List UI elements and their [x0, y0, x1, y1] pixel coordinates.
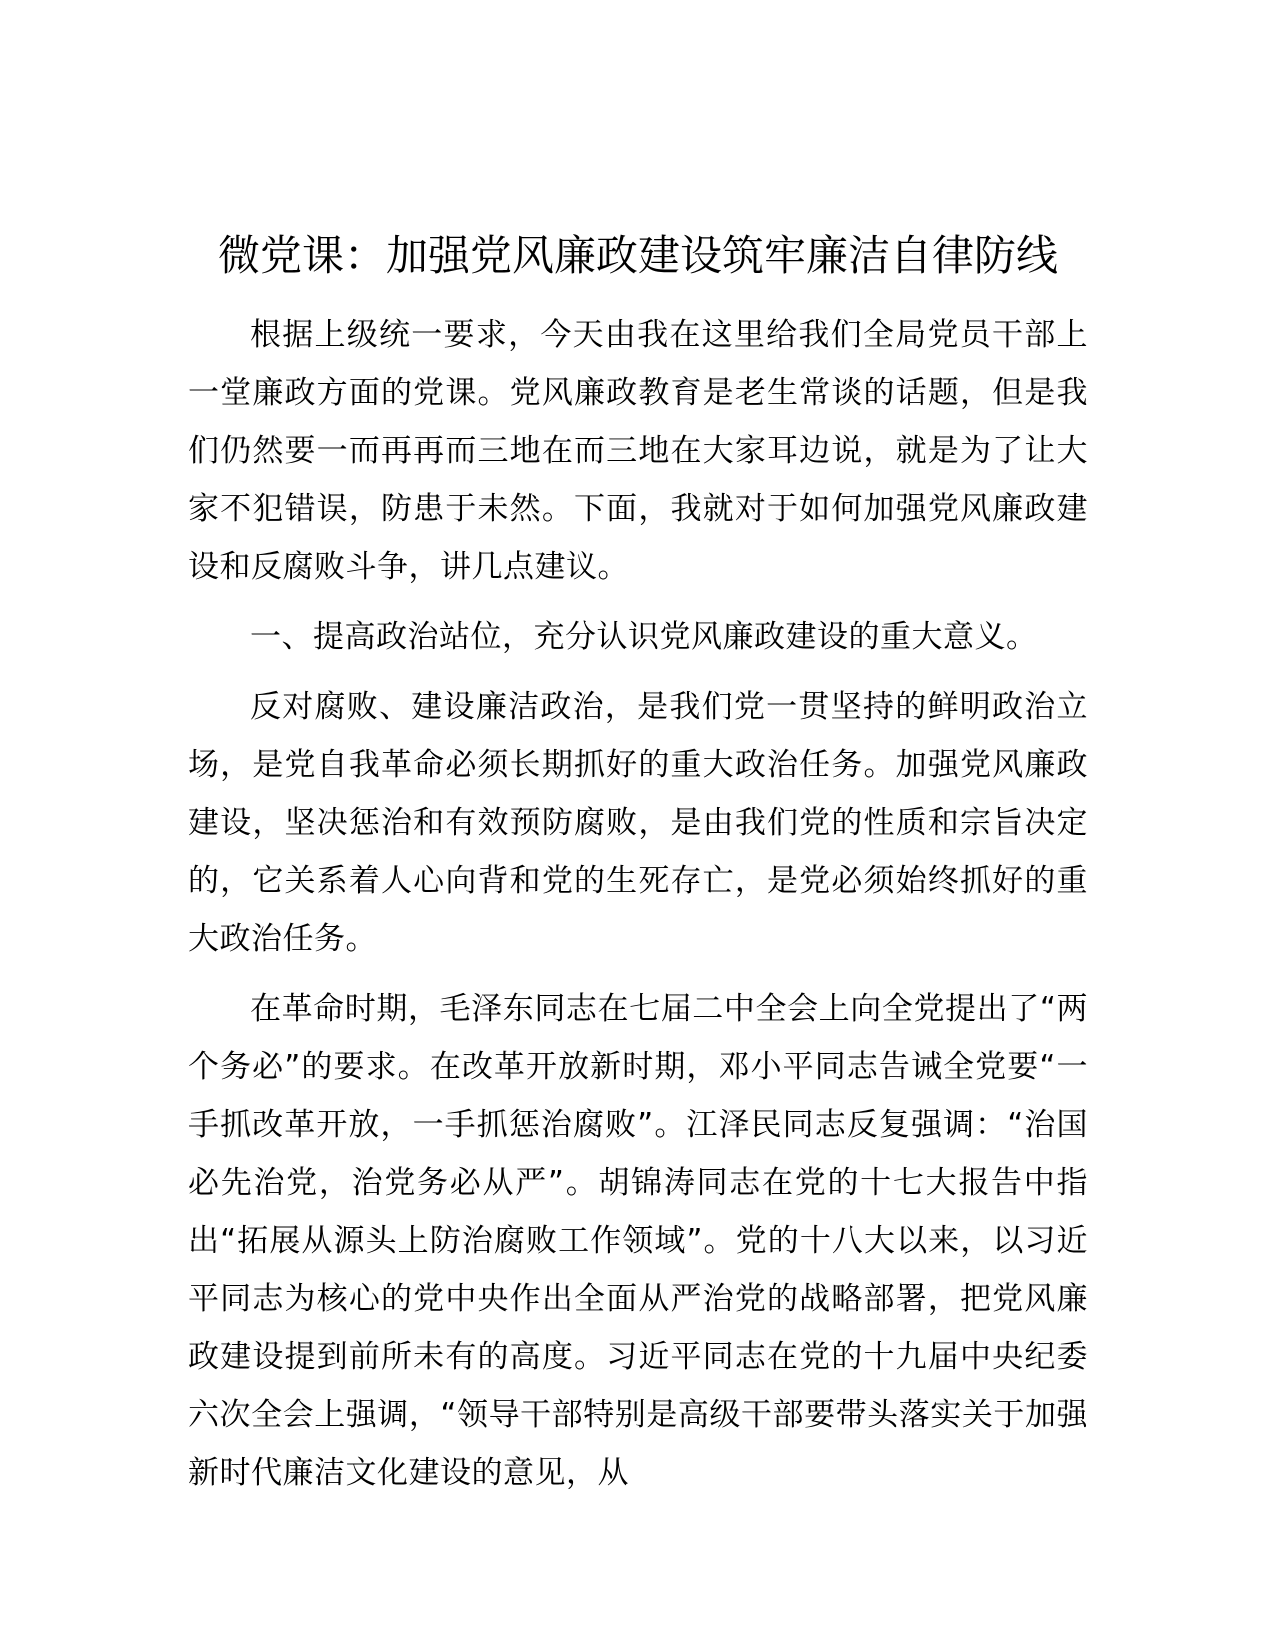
paragraph-history: 在革命时期，毛泽东同志在七届二中全会上向全党提出了“两个务必”的要求。在改革开放新时期，邓小平同志告诫全党要“一手抓改革开放，一手抓惩治腐败”。江泽民同志反复强调：“治国必先治党，治党务必从严”。胡锦涛同志在党的十七大报告中指出“拓展从源头上防治腐败工作领域”。党的十八大以来，以习近平同志为核心的党中央作出全面从严治党的战略部署，把党风廉政建设提到前所未有的高度。习近平同志在党的十九届中央纪委六次全会上强调，“领导干部特别是高级干部要带头落实关于加强新时代廉洁文化建设的意见，从 [188, 991, 1088, 1491]
paragraph-anticorruption: 反对腐败、建设廉洁政治，是我们党一贯坚持的鲜明政治立场，是党自我革命必须长期抓好的重大政治任务。加强党风廉政建设，坚决惩治和有效预防腐败，是由我们党的性质和宗旨决定的，它关系着人心向背和党的生死存亡，是党必须始终抓好的重大政治任务。 [188, 689, 1088, 957]
document-body [188, 228, 1088, 1514]
paragraph-intro: 根据上级统一要求，今天由我在这里给我们全局党员干部上一堂廉政方面的党课。党风廉政教育是老生常谈的话题，但是我们仍然要一而再再而三地在而三地在大家耳边说，就是为了让大家不犯错误，防患于未然。下面，我就对于如何加强党风廉政建设和反腐败斗争，讲几点建议。 [188, 317, 1088, 585]
document-title: 微党课：加强党风廉政建设筑牢廉洁自律防线 [217, 231, 1058, 280]
section-heading-1: 一、提高政治站位，充分认识党风廉政建设的重大意义。 [250, 619, 1038, 655]
